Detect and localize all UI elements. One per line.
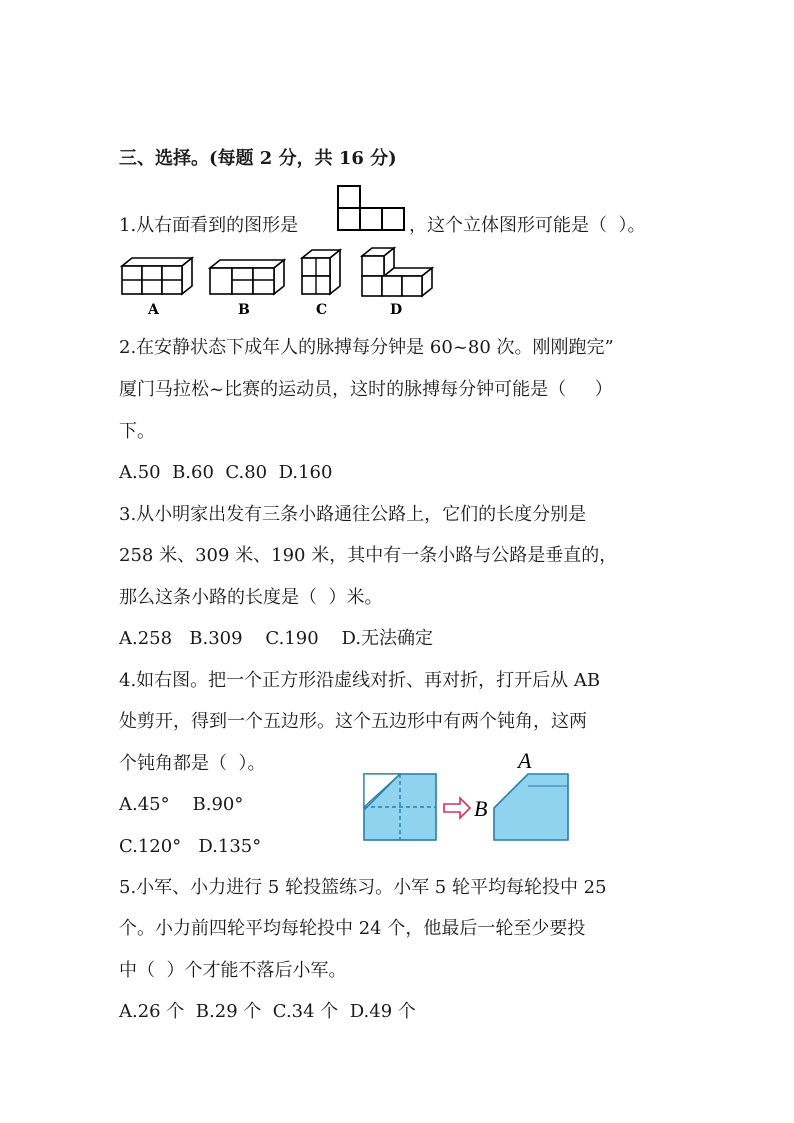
q2-line1: 2.在安静状态下成年人的脉搏每分钟是 60~80 次。刚刚跑完” (119, 337, 614, 358)
q4-label-b: B (474, 796, 488, 821)
q4-arrow-icon (444, 798, 470, 818)
q5-line2: 个。小力前四轮平均每轮投中 24 个，他最后一轮至少要投 (119, 918, 586, 939)
q4-label-a: A (518, 748, 532, 773)
q1-option-a-figure (122, 258, 192, 294)
q3-options: A.258 B.309 C.190 D.无法确定 (119, 628, 434, 649)
section-heading: 三、选择。(每题 2 分，共 16 分) (119, 148, 397, 169)
q1-option-d-figure (362, 248, 432, 296)
q1-option-c-label: C (316, 302, 328, 318)
q3-line2: 258 米、309 米、190 米，其中有一条小路与公路是垂直的， (119, 545, 618, 566)
q4-line2: 处剪开，得到一个五边形。这个五边形中有两个钝角，这两 (119, 711, 587, 732)
q1-prefix: 1.从右面看到的图形是 (119, 215, 299, 236)
q4-line1: 4.如右图。把一个正方形沿虚线对折、再对折，打开后从 AB (119, 670, 601, 691)
q1-option-b-label: B (238, 302, 250, 318)
q2-options: A.50 B.60 C.80 D.160 (119, 462, 333, 483)
q1-option-a-label: A (148, 302, 159, 318)
q2-line3: 下。 (119, 421, 155, 442)
q2-line2: 厦门马拉松~比赛的运动员，这时的脉搏每分钟可能是（ ） (119, 379, 613, 400)
q4-fold-figure (362, 748, 574, 844)
q3-line1: 3.从小明家出发有三条小路通往公路上，它们的长度分别是 (119, 504, 587, 525)
q5-options: A.26 个 B.29 个 C.34 个 D.49 个 (119, 1001, 416, 1022)
q3-line3: 那么这条小路的长度是（ ）米。 (119, 587, 383, 608)
q1-side-view-figure (336, 184, 408, 234)
q1-option-d-label: D (390, 302, 403, 318)
q1-option-b-figure (210, 260, 284, 294)
q1-suffix: ，这个立体图形可能是（ ）。 (409, 215, 646, 236)
q1-options-figure (118, 246, 438, 318)
q4-options-row2: C.120° D.135° (119, 836, 262, 857)
q1-option-c-figure (302, 250, 340, 294)
q5-line1: 5.小军、小力进行 5 轮投篮练习。小军 5 轮平均每轮投中 25 (119, 877, 607, 898)
q4-options-row1: A.45° B.90° (119, 794, 244, 815)
q5-line3: 中（ ）个才能不落后小军。 (119, 960, 347, 981)
q4-line3: 个钝角都是（ ）。 (119, 753, 266, 774)
